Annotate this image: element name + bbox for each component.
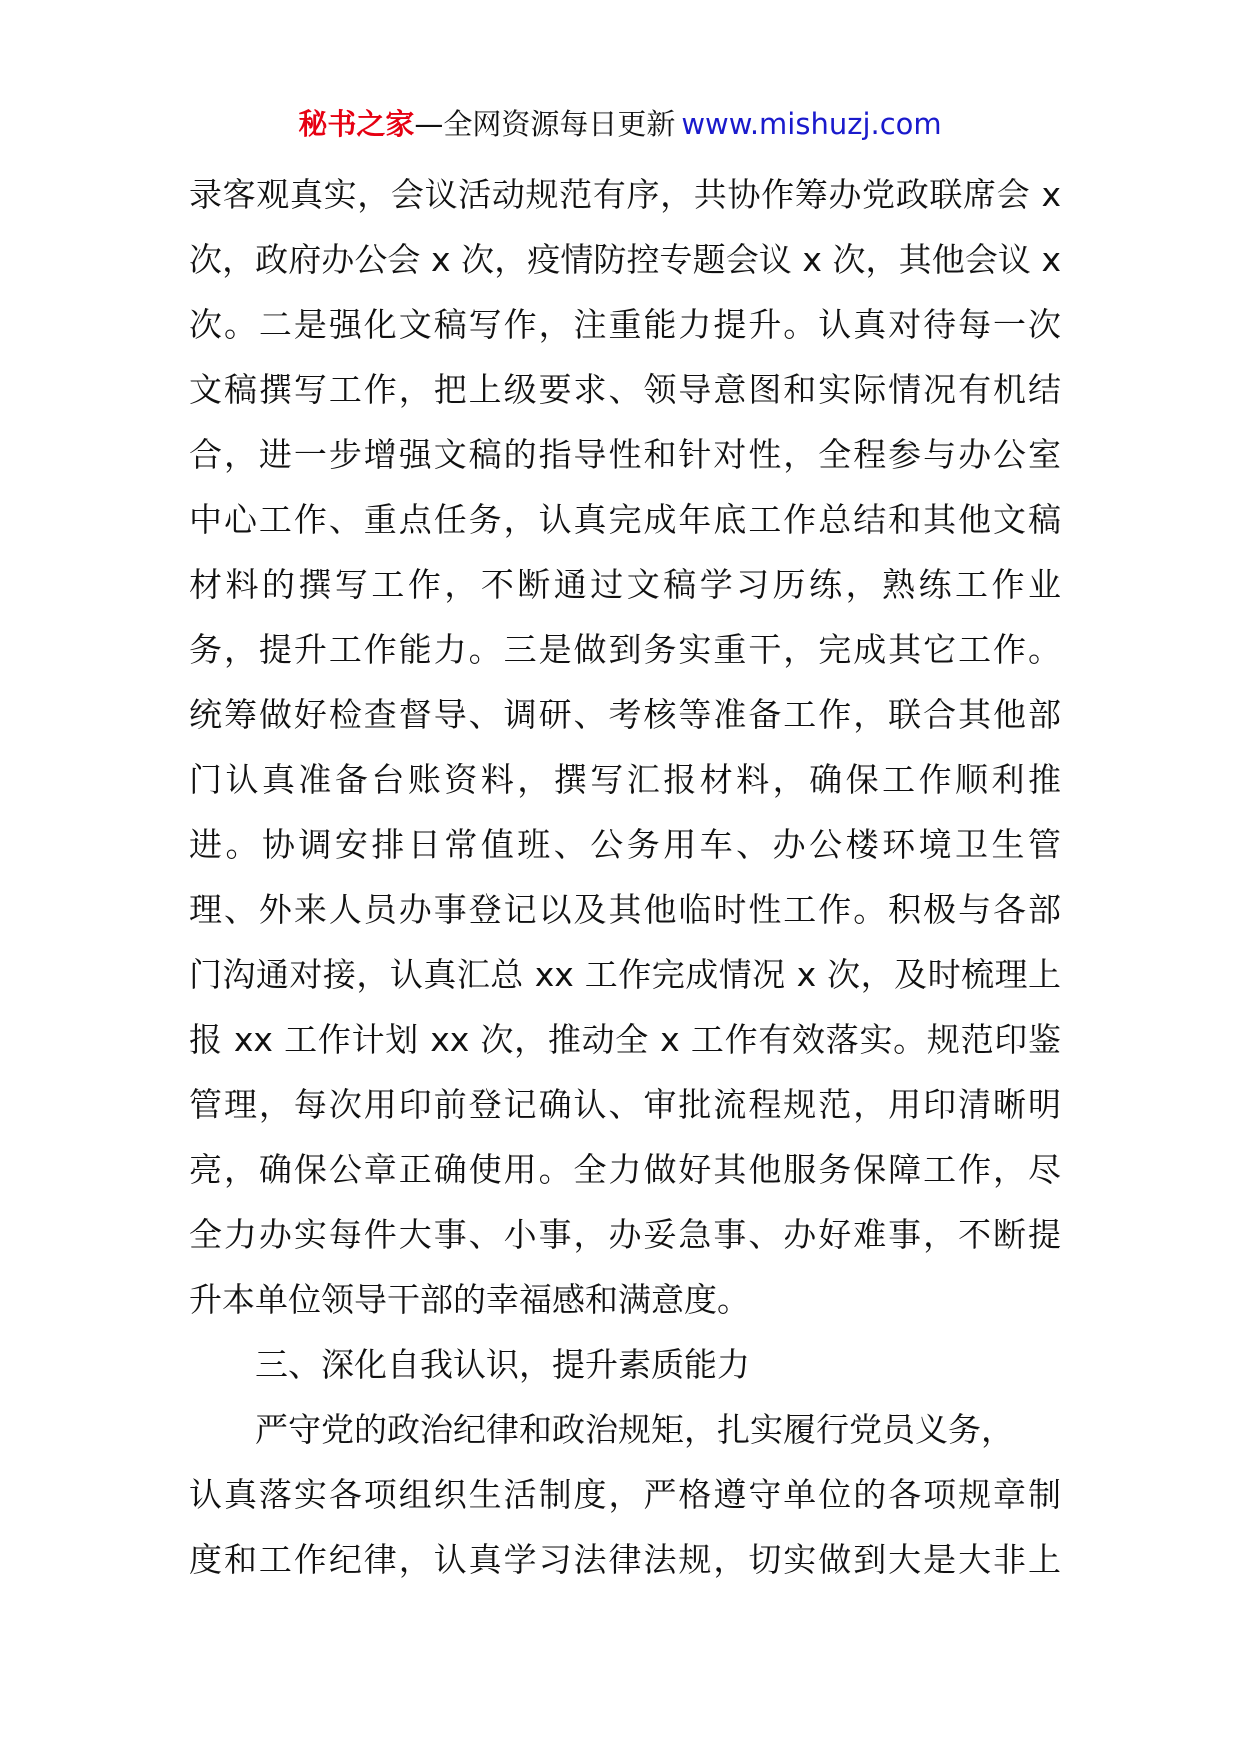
body-line: 报 xx 工作计划 xx 次，推动全 x 工作有效落实。规范印鉴 [189,1020,1061,1059]
body-line: 材料的撰写工作，不断通过文稿学习历练，熟练工作业 [189,565,1061,604]
body-line: 全力办实每件大事、小事，办妥急事、办好难事，不断提 [189,1215,1061,1254]
body-line: 门沟通对接，认真汇总 xx 工作完成情况 x 次，及时梳理上 [189,955,1061,994]
body-line: 门认真准备台账资料，撰写汇报材料，确保工作顺利推 [189,760,1061,799]
document-body [189,162,1061,1592]
site-url-link[interactable]: www.mishuzj.com [681,107,942,141]
section-line: 度和工作纪律，认真学习法律法规，切实做到大是大非上 [189,1540,1061,1579]
body-line: 管理，每次用印前登记确认、审批流程规范，用印清晰明 [189,1085,1061,1124]
body-line: 文稿撰写工作，把上级要求、领导意图和实际情况有机结 [189,370,1061,409]
section-line: 严守党的政治纪律和政治规矩，扎实履行党员义务， [255,1410,1014,1449]
body-line: 录客观真实，会议活动规范有序，共协作筹办党政联席会 x [189,175,1061,214]
body-line: 务，提升工作能力。三是做到务实重干，完成其它工作。 [189,630,1061,669]
section-line: 认真落实各项组织生活制度，严格遵守单位的各项规章制 [189,1475,1061,1514]
site-header [0,104,1240,144]
header-tagline: —全网资源每日更新 [414,107,676,141]
body-line: 进。协调安排日常值班、公务用车、办公楼环境卫生管 [189,825,1061,864]
body-line: 亮，确保公章正确使用。全力做好其他服务保障工作，尽 [189,1150,1061,1189]
body-line: 合，进一步增强文稿的指导性和针对性，全程参与办公室 [189,435,1061,474]
body-line: 中心工作、重点任务，认真完成年底工作总结和其他文稿 [189,500,1061,539]
body-line: 次，政府办公会 x 次，疫情防控专题会议 x 次，其他会议 x [189,240,1061,279]
body-line: 升本单位领导干部的幸福感和满意度。 [189,1280,750,1319]
section-heading: 三、深化自我认识，提升素质能力 [255,1345,750,1384]
body-line: 次。二是强化文稿写作，注重能力提升。认真对待每一次 [189,305,1061,344]
brand-name: 秘书之家 [298,107,415,141]
body-line: 理、外来人员办事登记以及其他临时性工作。积极与各部 [189,890,1061,929]
body-line: 统筹做好检查督导、调研、考核等准备工作，联合其他部 [189,695,1061,734]
